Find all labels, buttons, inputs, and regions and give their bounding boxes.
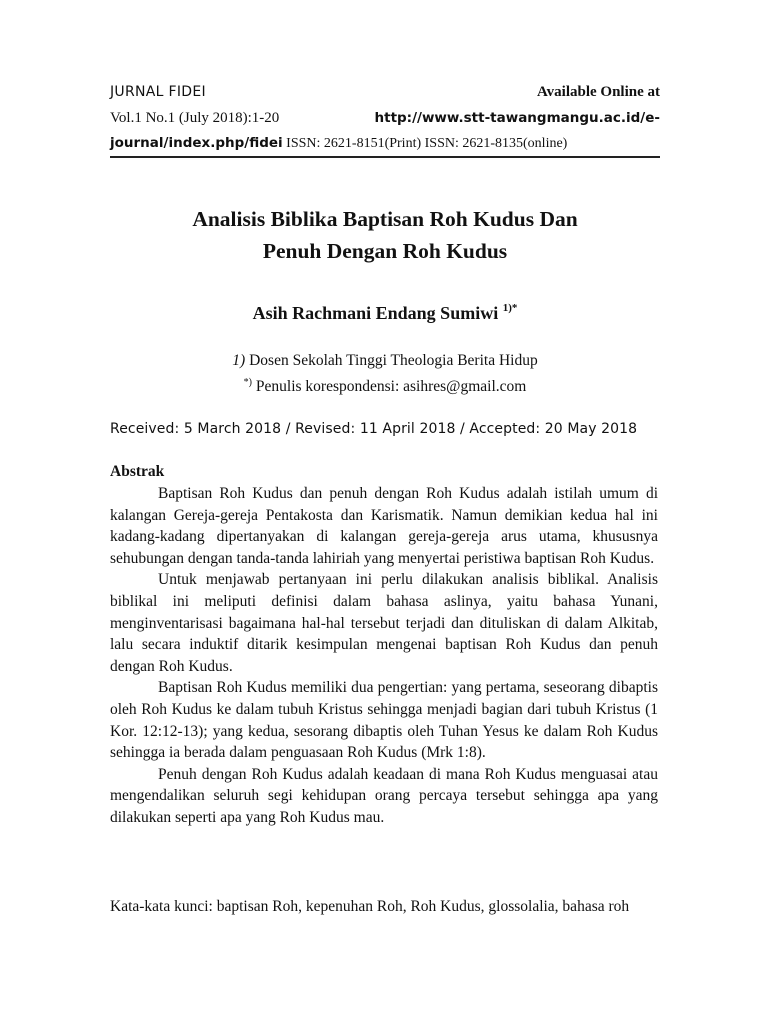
abstract-paragraph: Baptisan Roh Kudus memiliki dua pengertian: yang pertama, seseorang dibaptis oleh Roh Kudus ke dalam tubuh Kristus sehingga menjadi bagian dari tubuh Kristus (1 Kor. 12:12-13); yang kedua, sesorang dibaptis oleh Tuhan Yesus ke dalam Roh Kudus sehingga ia berada dalam penguasaan Roh Kudus (Mrk 1:8). xyxy=(110,679,658,762)
abstract-body xyxy=(110,483,658,829)
corresponding-author xyxy=(110,372,660,398)
issn-row xyxy=(110,133,660,154)
author-line xyxy=(110,296,660,325)
journal-header-row xyxy=(110,82,660,102)
journal-url-link-cont[interactable]: journal/index.php/fidei xyxy=(110,135,283,151)
available-online-label: Available Online at xyxy=(536,84,660,100)
affiliation-institution: Dosen Sekolah Tinggi Theologia Berita Hidup xyxy=(245,352,538,369)
corresponding-mark: *) xyxy=(243,377,253,388)
volume-row xyxy=(110,108,660,128)
keywords: Kata-kata kunci: baptisan Roh, kepenuhan Roh, Roh Kudus, glossolalia, bahasa roh xyxy=(110,898,630,915)
volume-info: Vol.1 No.1 (July 2018):1-20 xyxy=(110,110,280,126)
affiliation-number: 1) xyxy=(232,352,246,369)
corresponding-email[interactable]: Penulis korespondensi: asihres@gmail.com xyxy=(252,378,527,395)
journal-url-link[interactable]: http://www.stt-tawangmangu.ac.id/e- xyxy=(374,110,660,126)
author-mark: 1)* xyxy=(502,302,518,314)
affiliation xyxy=(110,350,660,372)
header-divider xyxy=(110,156,660,158)
abstract-paragraph: Baptisan Roh Kudus dan penuh dengan Roh Kudus adalah istilah umum di kalangan Gereja-gereja Pentakosta dan Karismatik. Namun demikian kedua hal ini kadang-kadang dipertanyakan di kalangan gereja-gereja arus utama, khususnya sehubungan dengan tanda-tanda lahiriah yang menyertai peristiwa baptisan Roh Kudus. xyxy=(110,485,658,567)
submission-dates: Received: 5 March 2018 / Revised: 11 April 2018 / Accepted: 20 May 2018 xyxy=(110,421,638,437)
abstract-heading: Abstrak xyxy=(110,463,165,480)
title-line-2: Penuh Dengan Roh Kudus xyxy=(262,239,508,263)
issn-info: ISSN: 2621-8151(Print) ISSN: 2621-8135(online) xyxy=(282,136,568,151)
title-line-1: Analisis Biblika Baptisan Roh Kudus Dan xyxy=(192,207,578,231)
author-name: Asih Rachmani Endang Sumiwi xyxy=(252,303,503,323)
article-title xyxy=(110,203,660,267)
journal-name: JURNAL FIDEI xyxy=(110,84,206,100)
abstract-paragraph: Untuk menjawab pertanyaan ini perlu dilakukan analisis biblikal. Analisis biblikal ini meliputi definisi dalam bahasa aslinya, yaitu bahasa Yunani, menginventarisasi bagaimana hal-hal tersebut terjadi dan dituliskan di dalam Alkitab, lalu secara induktif ditarik kesimpulan mengenai baptisan Roh Kudus dan penuh dengan Roh Kudus. xyxy=(110,571,658,675)
abstract-paragraph: Penuh dengan Roh Kudus adalah keadaan di mana Roh Kudus menguasai atau mengendalikan seluruh segi kehidupan orang percaya tersebut sehingga apa yang dilakukan seperti apa yang Roh Kudus mau. xyxy=(110,765,658,826)
